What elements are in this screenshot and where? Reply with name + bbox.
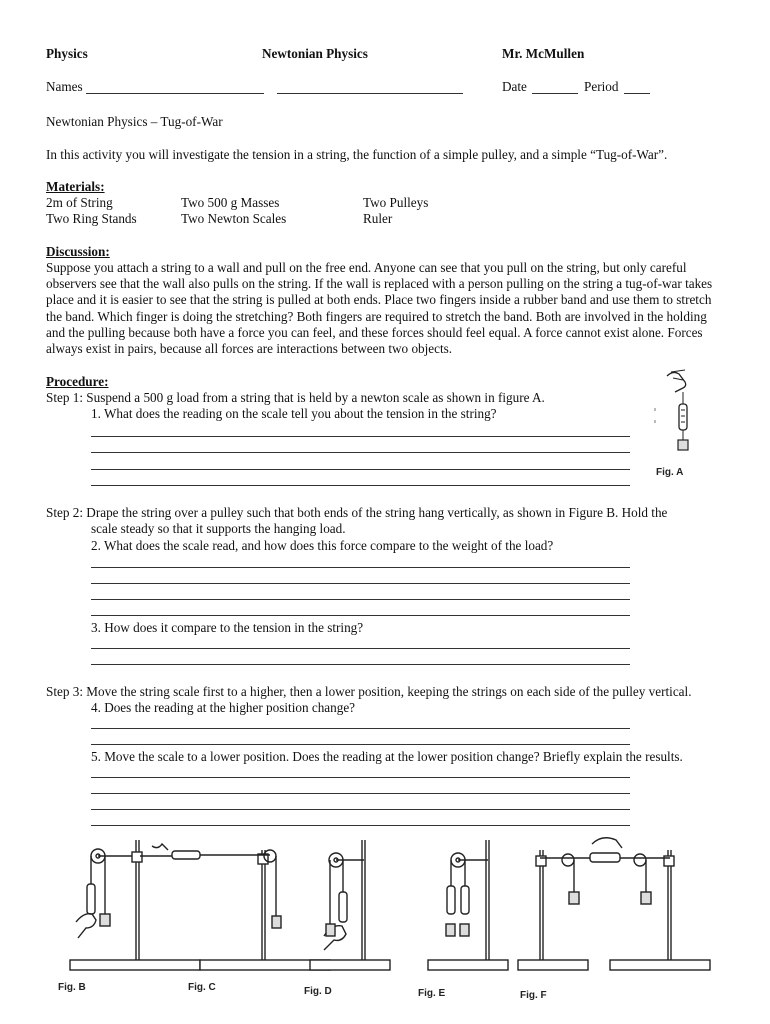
material-item: Two Ring Stands [46,211,137,226]
materials-heading: Materials: [46,179,105,194]
period-blank[interactable] [624,93,650,94]
date-label: Date [502,79,527,94]
discussion-text: Suppose you attach a string to a wall and pull on the free end. Anyone can see that you pull on the string, but only careful observers see that the wall also pulls on the string. If the wall is replaced with a person pulling on the string a tug-of-war takes place and it is easier to see that the string is pulled at both ends. Place two fingers inside a rubber band and use them to stretch the band. Which finger is doing the stretching? Both fingers are required to stretch the band. Both are involved in the holding and the pulling because both have a force you can feel, and these forces should feel equal. A force cannot exist alone. Forces always exist in pairs, because all forces are interactions between two objects. [46,260,713,357]
figure-a-illustration [645,368,705,464]
names-blank-2[interactable] [277,93,463,94]
question-3: 3. How does it compare to the tension in the string? [91,620,364,635]
question-2: 2. What does the scale read, and how does this force compare to the weight of the load? [91,538,554,553]
figure-a-label: Fig. A [656,467,684,478]
period-label: Period [584,79,619,94]
answer-line[interactable] [91,728,630,729]
answer-line[interactable] [91,599,630,600]
document-title: Newtonian Physics [262,46,368,61]
procedure-heading: Procedure: [46,374,109,389]
subtitle: Newtonian Physics – Tug-of-War [46,114,223,129]
figure-e-label: Fig. E [418,988,446,999]
discussion-heading: Discussion: [46,244,110,259]
figure-f-label: Fig. F [520,990,547,1001]
step-2-text-line-1: Step 2: Drape the string over a pulley such that both ends of the string hang vertically, as shown in Figure B. Hold the [46,505,668,520]
answer-line[interactable] [91,809,630,810]
answer-line[interactable] [91,583,630,584]
material-item: Two 500 g Masses [181,195,280,210]
date-blank[interactable] [532,93,578,94]
answer-line[interactable] [91,825,630,826]
answer-line[interactable] [91,485,630,486]
answer-line[interactable] [91,648,630,649]
teacher-name: Mr. McMullen [502,46,585,61]
answer-line[interactable] [91,664,630,665]
intro-text: In this activity you will investigate the tension in a string, the function of a simple pulley, and a simple “Tug-of-War”. [46,147,668,162]
question-1: 1. What does the reading on the scale tell you about the tension in the string? [91,406,497,421]
figure-d-label: Fig. D [304,986,332,997]
figure-c-label: Fig. C [188,982,216,993]
question-4: 4. Does the reading at the higher position change? [91,700,356,715]
answer-line[interactable] [91,793,630,794]
step-1-text: Step 1: Suspend a 500 g load from a string that is held by a newton scale as shown in figure A. [46,390,545,405]
answer-line[interactable] [91,615,630,616]
names-blank-1[interactable] [86,93,264,94]
material-item: Two Newton Scales [181,211,287,226]
answer-line[interactable] [91,469,630,470]
answer-line[interactable] [91,777,630,778]
answer-line[interactable] [91,744,630,745]
course-name: Physics [46,46,88,61]
question-5: 5. Move the scale to a lower position. Does the reading at the lower position change? Briefly explain the results. [91,749,683,764]
material-item: Ruler [363,211,393,226]
figure-b-label: Fig. B [58,982,86,993]
material-item: 2m of String [46,195,113,210]
step-2-text-line-2: scale steady so that it supports the hanging load. [91,521,346,536]
answer-line[interactable] [91,567,630,568]
material-item: Two Pulleys [363,195,429,210]
answer-line[interactable] [91,436,630,437]
answer-line[interactable] [91,452,630,453]
figures-b-f-illustration [40,832,730,992]
names-label: Names [46,79,83,94]
step-3-text: Step 3: Move the string scale first to a higher, then a lower position, keeping the strings on each side of the pulley vertical. [46,684,692,699]
